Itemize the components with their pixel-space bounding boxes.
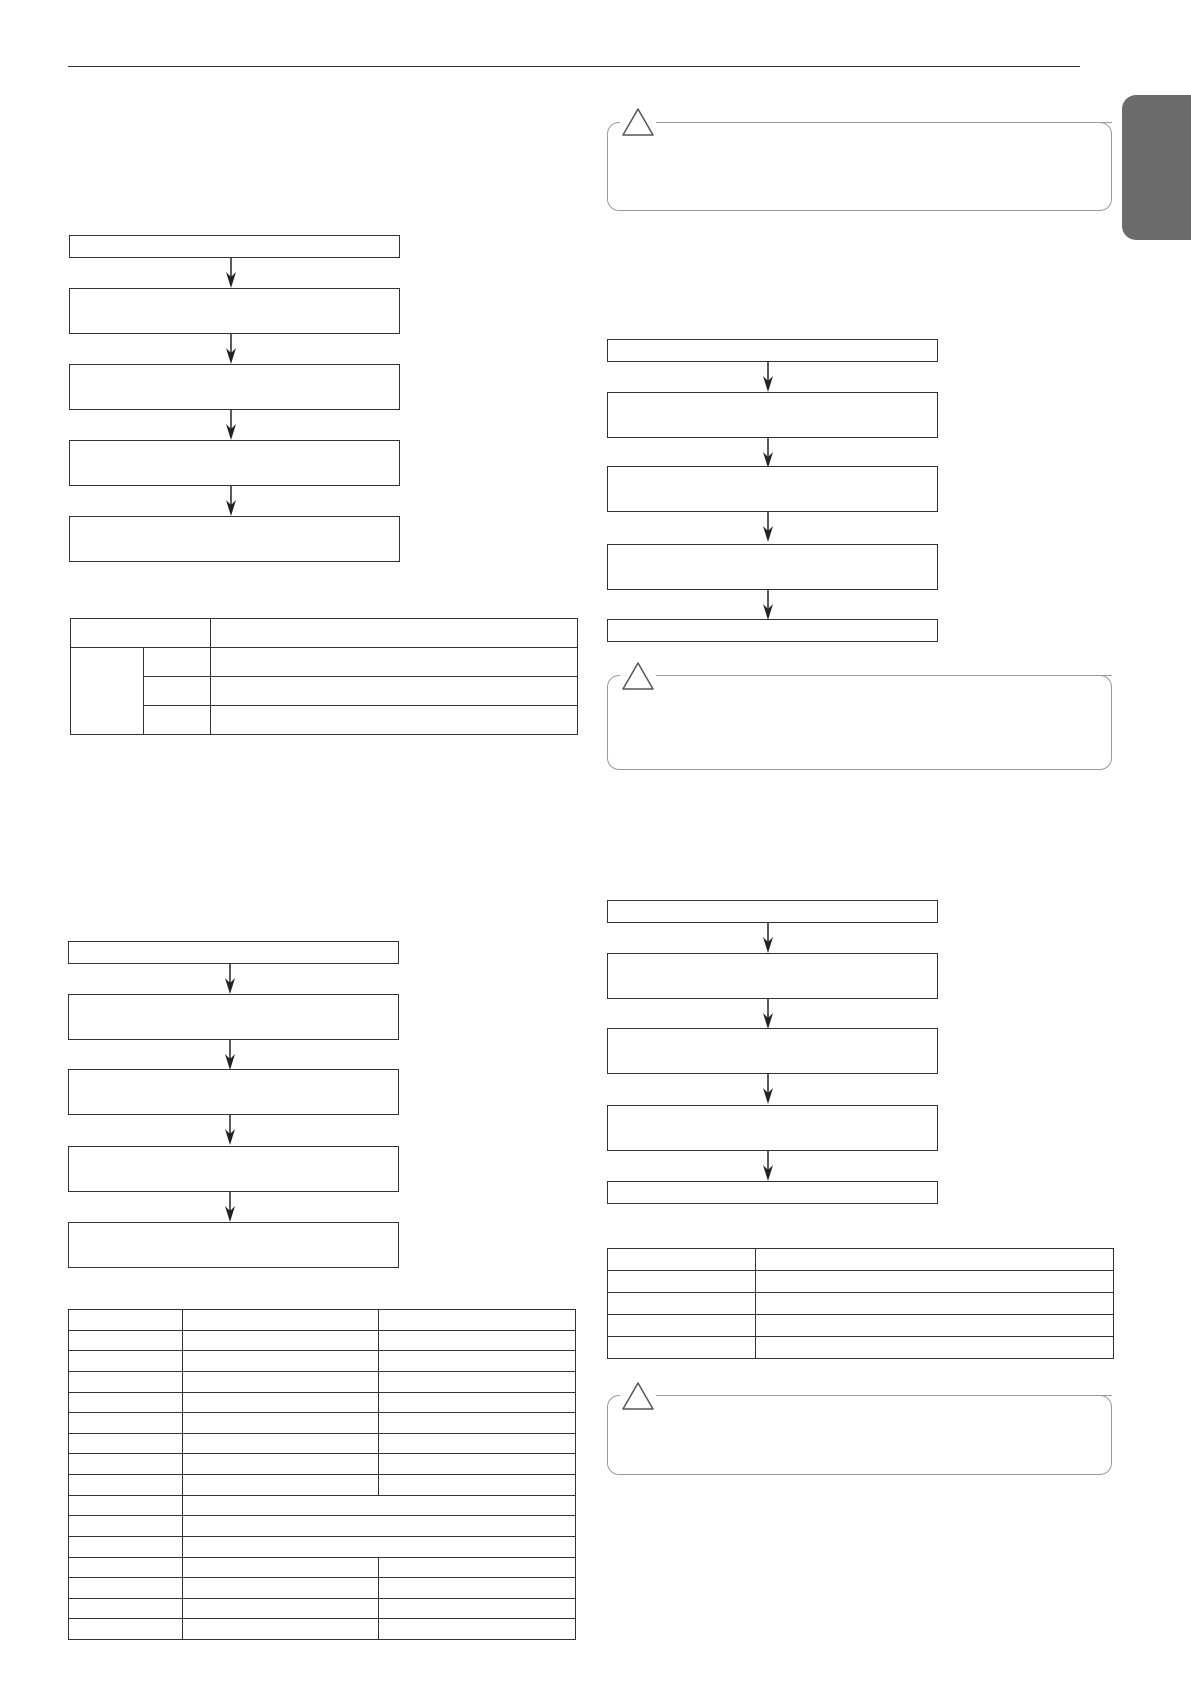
- table-cell: [69, 1413, 183, 1434]
- table-cell: [144, 677, 211, 706]
- flow-step: [607, 544, 938, 590]
- table-cell: [379, 1619, 576, 1640]
- table-cell: [69, 1351, 183, 1372]
- arrow-down-icon: [762, 1074, 774, 1104]
- table-cell: [69, 1495, 183, 1516]
- arrow-down-icon: [225, 258, 237, 288]
- caution-header-rule: [750, 1395, 1112, 1396]
- arrow-down-icon: [224, 964, 236, 994]
- warning-triangle-icon: [620, 660, 656, 692]
- table-cell: [379, 1351, 576, 1372]
- table-cell: [183, 1351, 379, 1372]
- flow-step: [68, 1069, 399, 1115]
- table-cell: [183, 1413, 379, 1434]
- table-cell: [69, 1557, 183, 1578]
- caution-text: [630, 705, 1090, 750]
- flow-step: [607, 900, 938, 923]
- caution-header-rule: [750, 122, 1112, 123]
- table-cell: [608, 1315, 756, 1337]
- table-cell: [756, 1271, 1114, 1293]
- flow-step: [607, 339, 938, 362]
- flow-step: [607, 392, 938, 438]
- table-cell: [183, 1433, 379, 1454]
- spec-table-2: [68, 1309, 576, 1640]
- table-cell: [211, 677, 578, 706]
- table-cell: [183, 1536, 576, 1557]
- table-cell: [756, 1315, 1114, 1337]
- table-header-cell: [71, 619, 211, 648]
- arrow-down-icon: [762, 590, 774, 620]
- table-cell: [69, 1371, 183, 1392]
- language-side-tab[interactable]: [1122, 95, 1191, 240]
- warning-triangle-icon: [620, 106, 656, 138]
- table-cell: [379, 1454, 576, 1475]
- table-cell: [183, 1557, 379, 1578]
- table-cell: [379, 1578, 576, 1599]
- flow-step: [607, 1028, 938, 1074]
- flow-step: [69, 440, 400, 486]
- flow-step: [69, 235, 400, 258]
- table-cell: [183, 1330, 379, 1351]
- table-cell: [183, 1371, 379, 1392]
- caution-text: [630, 1425, 1090, 1460]
- flow-step: [68, 941, 399, 964]
- table-cell: [608, 1337, 756, 1359]
- arrow-down-icon: [225, 486, 237, 516]
- table-cell: [608, 1271, 756, 1293]
- table-cell: [69, 1516, 183, 1537]
- table-cell: [183, 1598, 379, 1619]
- table-cell: [183, 1475, 379, 1496]
- table-group-cell: [71, 648, 144, 735]
- table-cell: [69, 1454, 183, 1475]
- table-cell: [379, 1598, 576, 1619]
- table-cell: [211, 648, 578, 677]
- flow-step: [607, 953, 938, 999]
- flow-step: [607, 1181, 938, 1204]
- spec-table-1: [70, 618, 578, 735]
- flow-step: [68, 994, 399, 1040]
- table-cell: [379, 1433, 576, 1454]
- table-cell: [69, 1433, 183, 1454]
- flow-step: [607, 1105, 938, 1151]
- table-cell: [69, 1619, 183, 1640]
- table-cell: [69, 1475, 183, 1496]
- table-cell: [608, 1293, 756, 1315]
- table-cell: [379, 1392, 576, 1413]
- table-cell: [756, 1337, 1114, 1359]
- flow-step: [68, 1222, 399, 1268]
- flow-step: [69, 364, 400, 410]
- arrow-down-icon: [762, 438, 774, 468]
- flow-step: [69, 288, 400, 334]
- table-cell: [379, 1310, 576, 1331]
- table-cell: [69, 1578, 183, 1599]
- arrow-down-icon: [762, 999, 774, 1029]
- caution-header-rule: [750, 675, 1112, 676]
- table-cell: [379, 1557, 576, 1578]
- table-cell: [183, 1516, 576, 1537]
- table-cell: [379, 1413, 576, 1434]
- table-cell: [379, 1330, 576, 1351]
- table-cell: [144, 706, 211, 735]
- arrow-down-icon: [224, 1040, 236, 1070]
- warning-triangle-icon: [620, 1380, 656, 1412]
- arrow-down-icon: [225, 334, 237, 364]
- table-cell: [183, 1454, 379, 1475]
- table-cell: [379, 1371, 576, 1392]
- arrow-down-icon: [225, 410, 237, 440]
- flow-step: [68, 1146, 399, 1192]
- arrow-down-icon: [224, 1192, 236, 1222]
- table-cell: [608, 1249, 756, 1271]
- table-cell: [211, 706, 578, 735]
- table-cell: [756, 1249, 1114, 1271]
- spec-table-3: [607, 1248, 1114, 1359]
- caution-text: [630, 150, 1090, 190]
- arrow-down-icon: [762, 362, 774, 392]
- arrow-down-icon: [762, 923, 774, 953]
- table-cell: [69, 1310, 183, 1331]
- arrow-down-icon: [762, 1151, 774, 1181]
- table-cell: [379, 1475, 576, 1496]
- header-rule: [68, 66, 1080, 67]
- arrow-down-icon: [762, 512, 774, 542]
- table-cell: [183, 1310, 379, 1331]
- flow-step: [607, 466, 938, 512]
- flow-step: [69, 516, 400, 562]
- table-cell: [69, 1598, 183, 1619]
- flow-step: [607, 619, 938, 642]
- table-cell: [183, 1392, 379, 1413]
- table-cell: [756, 1293, 1114, 1315]
- table-cell: [69, 1392, 183, 1413]
- table-cell: [144, 648, 211, 677]
- table-cell: [183, 1495, 576, 1516]
- table-cell: [69, 1536, 183, 1557]
- arrow-down-icon: [224, 1115, 236, 1145]
- table-cell: [69, 1330, 183, 1351]
- table-header-cell: [211, 619, 578, 648]
- table-cell: [183, 1578, 379, 1599]
- table-cell: [183, 1619, 379, 1640]
